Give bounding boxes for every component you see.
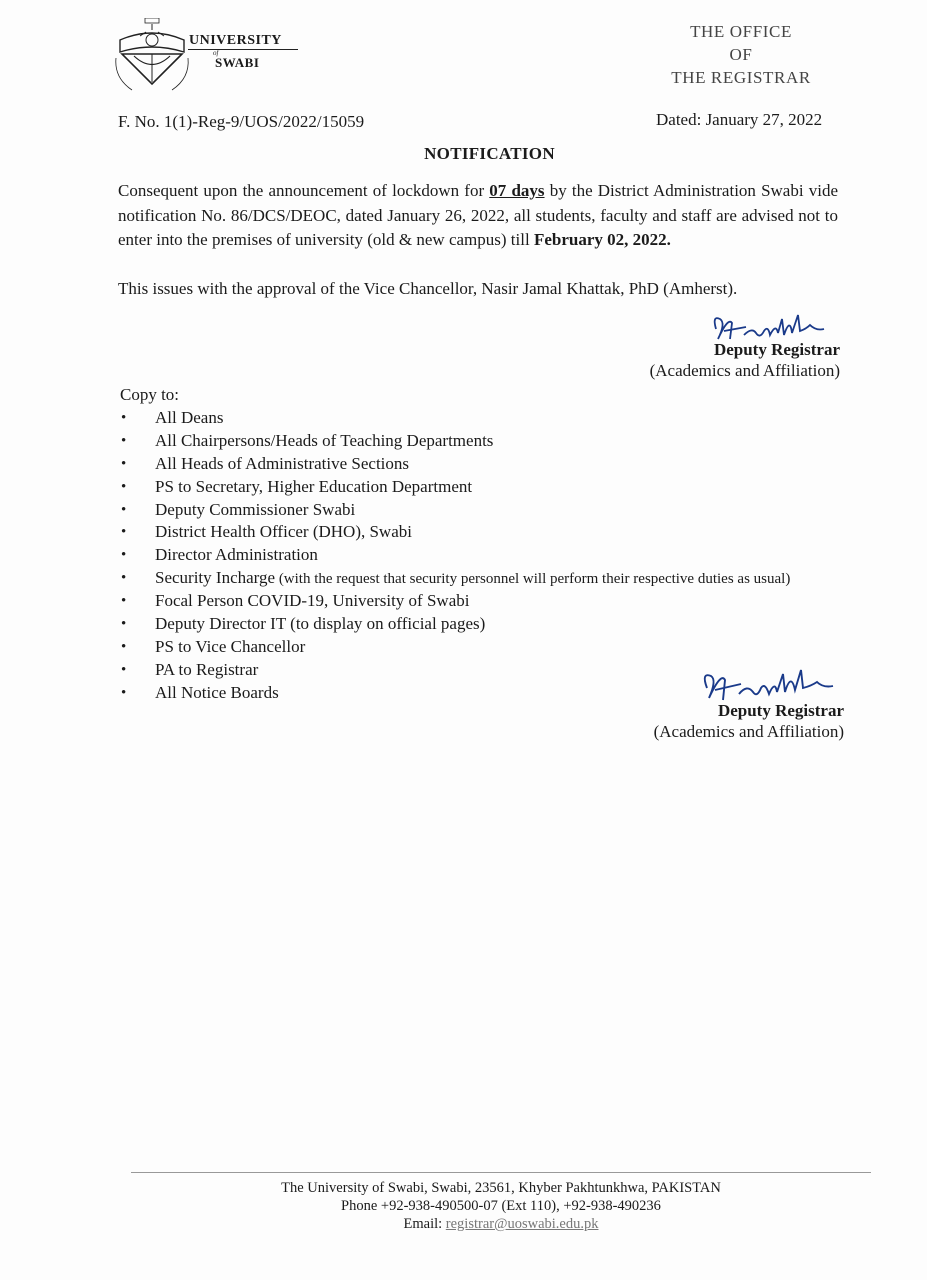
copy-to-label: Copy to: xyxy=(120,385,180,404)
office-line-1: THE OFFICE xyxy=(690,22,792,41)
list-item: • Director Administration xyxy=(118,544,878,567)
signatory-title: Deputy Registrar xyxy=(713,340,840,359)
approval-line: This issues with the approval of the Vice Chancellor, Nasir Jamal Khattak, PhD (Amherst). xyxy=(118,279,738,298)
office-line-3: THE REGISTRAR xyxy=(671,68,811,87)
copy-to-list xyxy=(118,407,878,705)
notification-body xyxy=(118,179,838,253)
university-logo xyxy=(112,18,312,98)
list-item: • All Chairpersons/Heads of Teaching Departments xyxy=(118,430,878,453)
footer-email-link[interactable]: registrar@uoswabi.edu.pk xyxy=(445,1216,599,1232)
list-item: • Security Incharge (with the request that security personnel will perform their respective duties as usual) xyxy=(118,567,878,590)
date-line: Dated: January 27, 2022 xyxy=(656,110,823,129)
footer-email-line xyxy=(131,1215,871,1233)
footer xyxy=(131,1179,871,1233)
list-item: • All Deans xyxy=(118,407,878,430)
signatory-block-2 xyxy=(563,700,844,742)
university-emblem-icon xyxy=(112,18,192,96)
list-item: • District Health Officer (DHO), Swabi xyxy=(118,521,878,544)
footer-phone: Phone +92-938-490500-07 (Ext 110), +92-938-490236 xyxy=(341,1198,661,1214)
footer-address: The University of Swabi, Swabi, 23561, Khyber Pakhtunkhwa, PAKISTAN xyxy=(281,1180,721,1196)
signatory-title: Deputy Registrar xyxy=(717,701,844,720)
reopen-date: February 02, 2022. xyxy=(533,230,671,250)
logo-swabi-text: SWABI xyxy=(215,55,260,70)
notification-title-text: NOTIFICATION xyxy=(424,144,555,163)
logo-of-text: of xyxy=(213,49,219,57)
notification-title xyxy=(0,144,927,164)
file-number: F. No. 1(1)-Reg-9/UOS/2022/15059 xyxy=(118,112,365,131)
list-item: • All Notice Boards xyxy=(118,682,878,705)
office-line-2: OF xyxy=(729,45,753,64)
logo-university-text: UNIVERSITY xyxy=(189,33,282,48)
office-heading xyxy=(611,20,811,89)
footer-divider xyxy=(131,1172,871,1173)
security-note: (with the request that security personnel will perform their respective duties as usual) xyxy=(275,571,791,588)
list-item: • Deputy Commissioner Swabi xyxy=(118,499,878,522)
list-item: • Focal Person COVID-19, University of Swabi xyxy=(118,590,878,613)
lockdown-duration: 07 days xyxy=(489,181,545,200)
logo-divider xyxy=(188,49,298,50)
signatory-department: (Academics and Affiliation) xyxy=(653,722,844,741)
body-text-2: by the District Administration Swabi vide notification No. 86/DCS/DEOC, dated January 26, 2022, all students, faculty and staff are advised not to enter into the premises of university (old & new campus) till xyxy=(118,181,838,250)
list-item: • All Heads of Administrative Sections xyxy=(118,453,878,476)
list-item: • Deputy Director IT (to display on official pages) xyxy=(118,613,878,636)
list-item: • PA to Registrar xyxy=(118,659,878,682)
body-text-1: Consequent upon the announcement of lockdown for xyxy=(118,181,490,200)
footer-email-label: Email: xyxy=(403,1216,446,1232)
signatory-block-1 xyxy=(560,339,840,381)
signatory-department: (Academics and Affiliation) xyxy=(649,361,840,380)
list-item: • PS to Secretary, Higher Education Department xyxy=(118,476,878,499)
list-item: • PS to Vice Chancellor xyxy=(118,636,878,659)
